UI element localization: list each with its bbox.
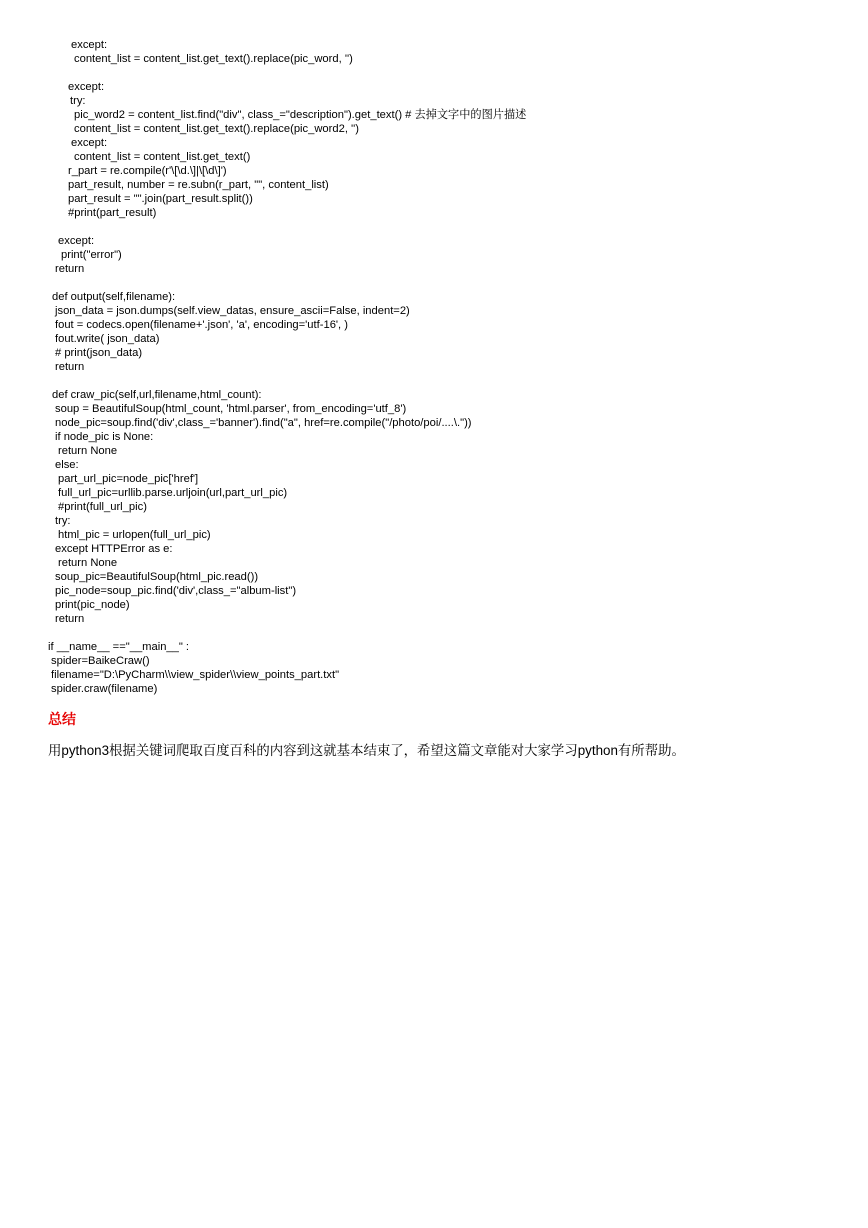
code-blank-line [0,220,868,234]
code-line: def output(self,filename): [52,291,176,303]
code-line: pic_word2 = content_list.find("div", class_="description").get_text() # 去掉文字中的图片描述 [74,109,527,121]
code-line: node_pic=soup.find('div',class_='banner').find("a", href=re.compile("/photo/poi/....\.")) [55,417,472,429]
code-line: r_part = re.compile(r'\[\d.\]|\[\d\]') [68,165,227,177]
code-line: part_result = "".join(part_result.split()) [68,193,253,205]
code-line: return None [58,445,118,457]
code-line: return [55,361,85,373]
code-line: return [55,263,85,275]
code-blank-line [0,626,868,640]
code-line: part_result, number = re.subn(r_part, "", content_list) [68,179,329,191]
code-line: #print(full_url_pic) [58,501,147,513]
code-line: fout = codecs.open(filename+'.json', 'a', encoding='utf-16', ) [55,319,348,331]
code-line: except: [71,39,108,51]
code-line: soup_pic=BeautifulSoup(html_pic.read()) [55,571,259,583]
code-line: except HTTPError as e: [55,543,173,555]
code-line: filename="D:\PyCharm\\view_spider\\view_points_part.txt" [51,669,340,681]
code-line: def craw_pic(self,url,filename,html_count): [52,389,262,401]
code-line: pic_node=soup_pic.find('div',class_="album-list") [55,585,297,597]
code-line: except: [71,137,108,149]
code-line: fout.write( json_data) [55,333,160,345]
code-line: soup = BeautifulSoup(html_count, 'html.parser', from_encoding='utf_8') [55,403,407,415]
summary-heading: 总结 [48,711,76,727]
code-blank-line [0,374,868,388]
code-line: except: [68,81,105,93]
code-line: print("error") [61,249,122,261]
code-line: part_url_pic=node_pic['href'] [58,473,199,485]
code-line: # print(json_data) [55,347,143,359]
code-line: json_data = json.dumps(self.view_datas, ensure_ascii=False, indent=2) [55,305,410,317]
summary-paragraph: 用python3根据关键词爬取百度百科的内容到这就基本结束了，希望这篇文章能对大家学习python有所帮助。 [48,743,685,758]
code-line: return None [58,557,118,569]
code-line: spider=BaikeCraw() [51,655,150,667]
code-line: print(pic_node) [55,599,130,611]
code-line: content_list = content_list.get_text().replace(pic_word, '') [74,53,353,65]
code-line: return [55,613,85,625]
code-block [0,38,868,696]
code-line: html_pic = urlopen(full_url_pic) [58,529,211,541]
code-line: content_list = content_list.get_text() [74,151,251,163]
code-blank-line [0,66,868,80]
code-line: spider.craw(filename) [51,683,158,695]
code-line: try: [55,515,71,527]
code-line: full_url_pic=urllib.parse.urljoin(url,part_url_pic) [58,487,288,499]
code-line: if __name__ =="__main__" : [48,641,190,653]
code-line: else: [55,459,79,471]
code-blank-line [0,276,868,290]
code-line: #print(part_result) [68,207,157,219]
code-line: try: [70,95,86,107]
code-line: if node_pic is None: [55,431,154,443]
code-line: except: [58,235,95,247]
code-line: content_list = content_list.get_text().replace(pic_word2, '') [74,123,360,135]
